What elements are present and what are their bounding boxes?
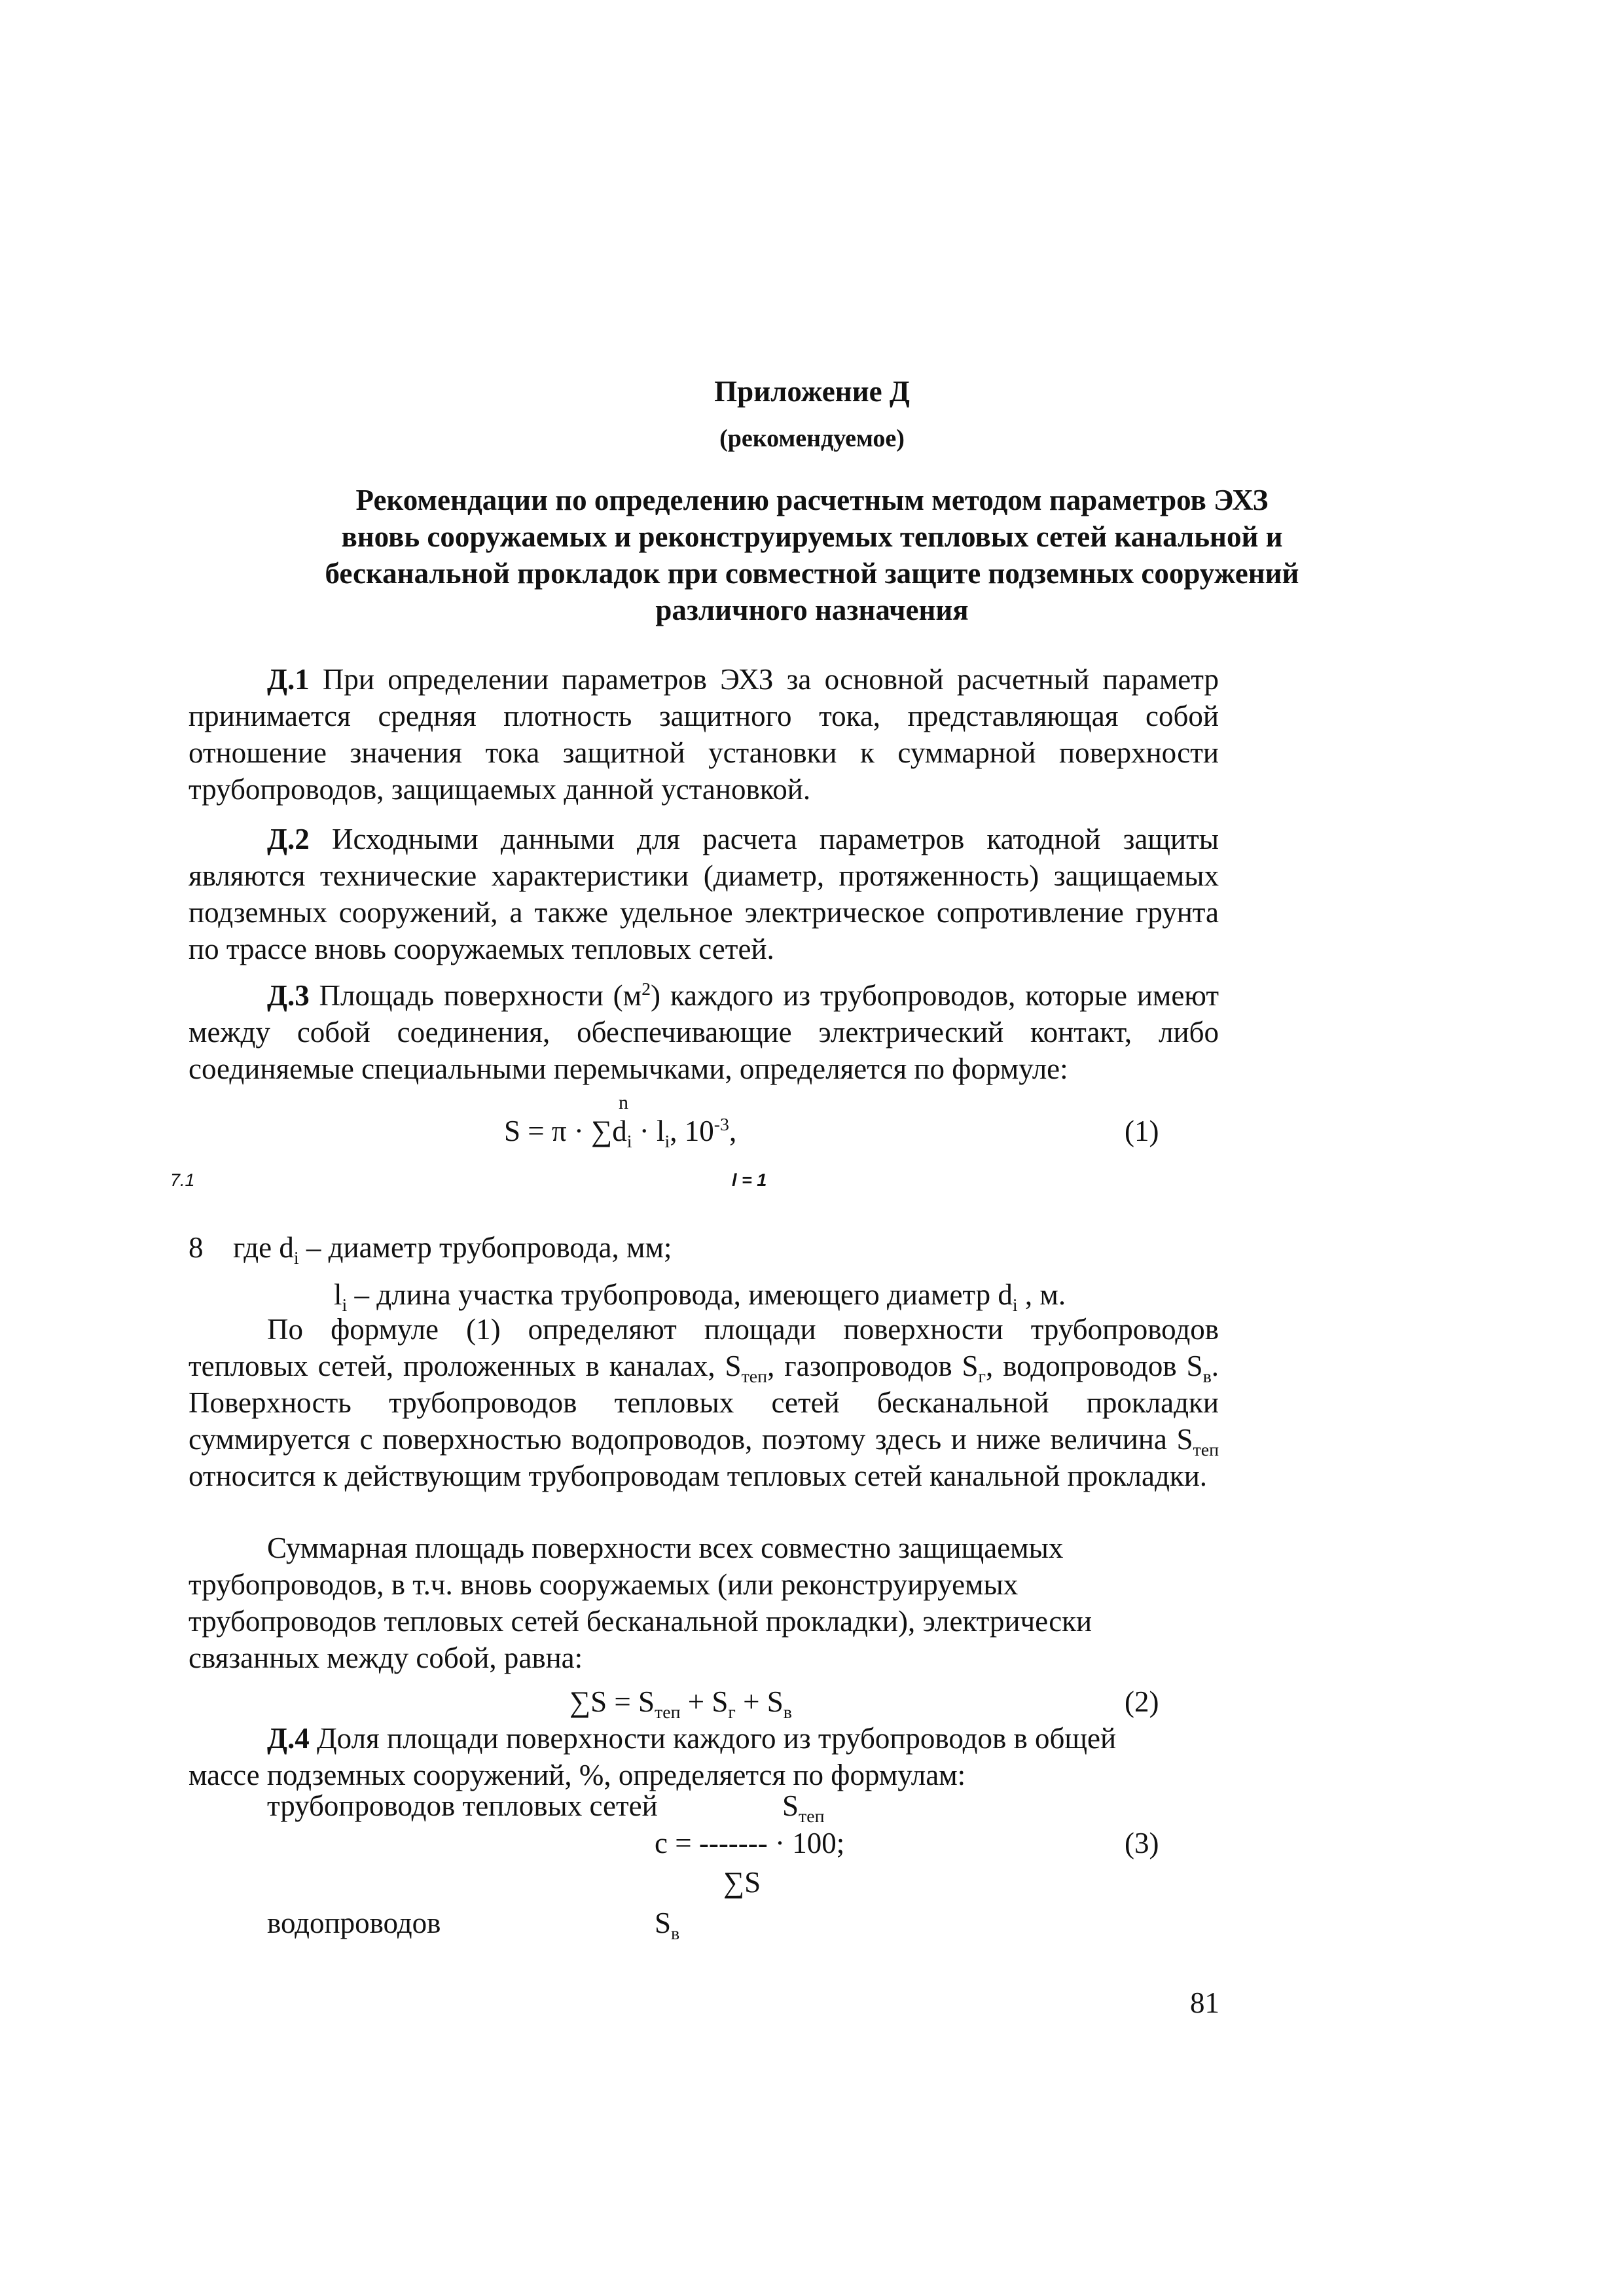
para-text: , водопроводов S	[986, 1350, 1203, 1382]
paragraph-d3	[189, 977, 1219, 1087]
formula4-sub: в	[671, 1924, 680, 1944]
formula3-numerator	[782, 1787, 825, 1827]
formula2-text: + S	[735, 1685, 784, 1718]
formula3-text: S	[782, 1789, 799, 1822]
formula1-index: i	[626, 1132, 632, 1152]
appendix-subtitle	[0, 424, 1624, 453]
formula1-exponent: -3	[713, 1115, 729, 1135]
main-title	[131, 482, 1493, 628]
formula3-number: (3)	[1125, 1827, 1159, 1859]
where-text: l	[334, 1278, 342, 1311]
where-sub: i	[342, 1295, 348, 1316]
formula1-tail: , 10	[670, 1115, 714, 1147]
main-title-line: вновь сооружаемых и реконструируемых тепловых сетей канальной и	[341, 520, 1283, 553]
formula1	[504, 1113, 737, 1152]
para-line: Суммарная площадь поверхности всех совместно защищаемых	[267, 1532, 1064, 1564]
formula1-left-marker: 7.1	[170, 1170, 195, 1190]
formula4-text: S	[655, 1907, 672, 1939]
where-text: , м.	[1017, 1278, 1066, 1311]
clause-text: ) каждого из трубопроводов, которые имеют между собой соединения, обеспечивающие электрический контакт, либо соединяемые специальными перемычками, определяется по формуле:	[189, 979, 1219, 1085]
where-marker: 8	[189, 1231, 204, 1264]
para-sub: г	[978, 1367, 986, 1387]
formula1-upper-limit: n	[619, 1092, 628, 1113]
appendix-subtitle-text: (рекомендуемое)	[719, 425, 905, 452]
formula3-sub: теп	[799, 1806, 825, 1827]
paragraph-formula1-usage	[189, 1311, 1219, 1494]
para-text: относится к действующим трубопроводам тепловых сетей канальной прокладки.	[189, 1460, 1208, 1492]
para-line: трубопроводов тепловых сетей бесканальной прокладки), электрически	[189, 1605, 1092, 1638]
para-text: По формуле (1) определяют площади поверхности трубопроводов тепловых сетей, проложенных в каналах, S	[189, 1313, 1219, 1382]
where-sub: i	[293, 1248, 299, 1268]
formula1-number: (1)	[1125, 1115, 1159, 1147]
page-number: 81	[1190, 1986, 1219, 2019]
clause-text: Исходными данными для расчета параметров катодной защиты являются технические характеристики (диаметр, протяженность) защищаемых подземных сооружений, а также удельное электрическое сопротивление грунта по трассе вновь сооружаемых тепловых сетей.	[189, 823, 1219, 965]
paragraph-d4	[189, 1720, 1219, 1793]
formula3-expression: c = ------- · 100;	[655, 1827, 845, 1859]
formula4-caption: водопроводов	[267, 1907, 441, 1939]
para-line: трубопроводов, в т.ч. вновь сооружаемых (или реконструируемых	[189, 1568, 1019, 1601]
para-sub: в	[1202, 1367, 1212, 1387]
formula2-text: + S	[680, 1685, 729, 1718]
formula1-lower-limit: l = 1	[732, 1170, 767, 1190]
main-title-line: Рекомендации по определению расчетным методом параметров ЭХЗ	[355, 484, 1269, 516]
formula3-denominator: ∑S	[723, 1866, 761, 1899]
formula2	[569, 1683, 792, 1723]
appendix-title	[0, 374, 1624, 408]
clause-label: Д.1	[267, 663, 310, 696]
para-sub: теп	[1193, 1440, 1219, 1460]
formula2-number: (2)	[1125, 1685, 1159, 1718]
where-text: где d	[233, 1231, 294, 1264]
paragraph-total-area	[189, 1530, 1219, 1676]
formula2-sub: в	[783, 1702, 792, 1723]
para-sub: теп	[741, 1367, 768, 1387]
para-line: связанных между собой, равна:	[189, 1641, 583, 1674]
para-line: массе подземных сооружений, %, определяется по формулам:	[189, 1759, 966, 1791]
clause-label: Д.4	[267, 1722, 310, 1755]
paragraph-d1	[189, 661, 1219, 808]
superscript: 2	[641, 979, 651, 999]
where-sub: i	[1012, 1295, 1018, 1316]
formula2-text: ∑S = S	[569, 1685, 655, 1718]
formula1-end: ,	[729, 1115, 737, 1147]
para-line	[189, 1720, 1219, 1757]
formula1-mid: · l	[632, 1115, 665, 1147]
clause-label: Д.2	[267, 823, 310, 855]
where-text: – диаметр трубопровода, мм;	[298, 1231, 672, 1264]
formula1-lhs: S = π · ∑d	[504, 1115, 627, 1147]
appendix-title-text: Приложение Д	[714, 375, 910, 408]
formula4-numerator	[655, 1905, 680, 1944]
clause-text: При определении параметров ЭХЗ за основной расчетный параметр принимается средняя плотность защитного тока, представляющая собой отношение значения тока защитной установки к суммарной поверхности трубопроводов, защищаемых данной установкой.	[189, 663, 1219, 806]
main-title-line: различного назначения	[655, 594, 969, 626]
where-line-2	[334, 1276, 1066, 1316]
paragraph-d2	[189, 821, 1219, 967]
formula3-caption: трубопроводов тепловых сетей	[267, 1789, 658, 1822]
formula1-index: i	[664, 1132, 670, 1152]
formula2-sub: теп	[655, 1702, 681, 1723]
formula2-sub: г	[728, 1702, 736, 1723]
para-text: . Поверхность трубопроводов тепловых сетей бесканальной прокладки суммируется с поверхностью водопроводов, поэтому здесь и ниже величина S	[189, 1350, 1219, 1456]
clause-text: Площадь поверхности (м	[309, 979, 642, 1012]
where-text: – длина участка трубопровода, имеющего диаметр d	[347, 1278, 1013, 1311]
para-text: , газопроводов S	[767, 1350, 979, 1382]
clause-label: Д.3	[267, 979, 310, 1012]
where-line-1	[233, 1229, 672, 1266]
main-title-line: бесканальной прокладок при совместной защите подземных сооружений	[325, 557, 1299, 590]
clause-text: Доля площади поверхности каждого из трубопроводов в общей	[309, 1722, 1117, 1755]
